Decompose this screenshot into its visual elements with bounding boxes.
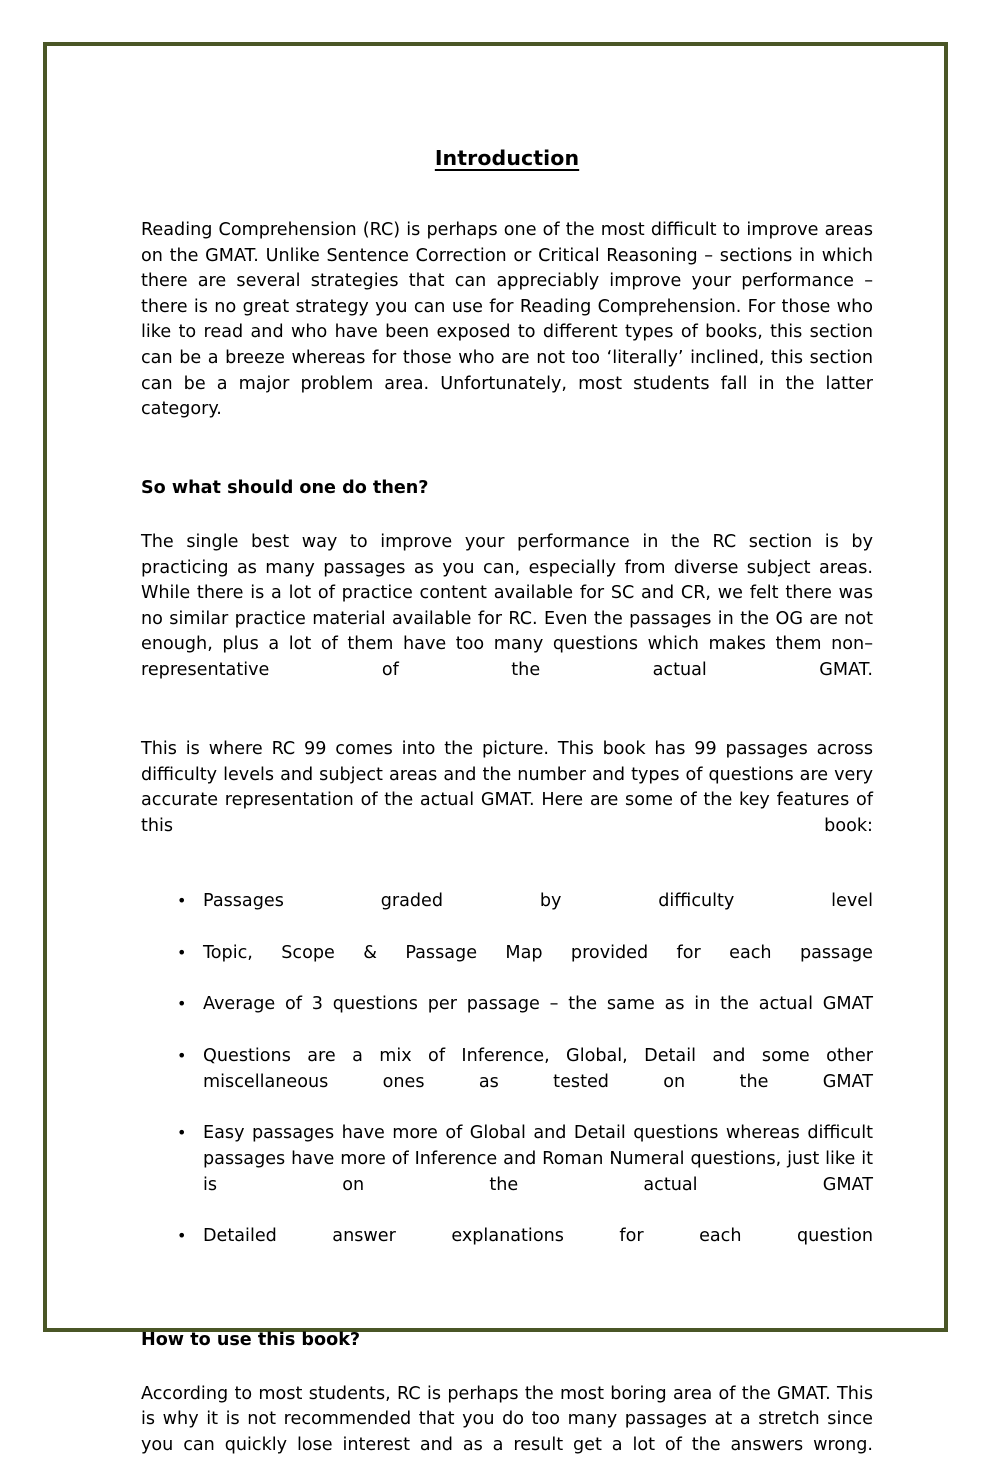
- spacer: [141, 448, 873, 476]
- document-content: [141, 0, 873, 1484]
- list-item-label: • Topic, Scope & Passage Map provided for each passage: [203, 942, 873, 963]
- spacer: [141, 865, 873, 889]
- spacer: [141, 502, 873, 530]
- page-title: Introduction: [434, 146, 580, 170]
- paragraph-practice: The single best way to improve your performance in the RC section is by practicing as many passages as you can, especially from diverse subject areas. While there is a lot of practice content available for SC and CR, we felt there was no similar practice material available for RC. Even the passages in the OG are not enough, plus a lot of them have too many questions which makes them non–representative of the actual GMAT.: [141, 531, 873, 680]
- list-item: [141, 1044, 873, 1121]
- paragraph-intro: Reading Comprehension (RC) is perhaps one of the most difficult to improve areas on the GMAT. Unlike Sentence Correction or Critical Reasoning – sections in which there are several strategies that can appreciably improve your performance – there is no great strategy you can use for Reading Comprehension. For those who like to read and who have been exposed to different types of books, this section can be a breeze whereas for those who are not too ‘literally’ inclined, this section can be a major problem area. Unfortunately, most students fall in the latter category.: [141, 220, 873, 420]
- list-item-label: • Average of 3 questions per passage – the same as in the actual GMAT: [203, 994, 873, 1015]
- list-item-label: • Easy passages have more of Global and Detail questions whereas difficult passages have more of Inference and Roman Numeral questions, just like it is on the actual GMAT: [203, 1123, 873, 1195]
- list-item: [141, 1121, 873, 1224]
- list-item: [141, 941, 873, 993]
- list-item-label: • Detailed answer explanations for each question: [203, 1226, 873, 1247]
- spacer: [141, 1276, 873, 1328]
- heading-what-to-do: So what should one do then?: [141, 478, 429, 499]
- heading-how-to-use: How to use this book?: [141, 1330, 361, 1351]
- list-item: [141, 889, 873, 941]
- list-item-label: • Questions are a mix of Inference, Global, Detail and some other miscellaneous ones as tested on the GMAT: [203, 1045, 873, 1092]
- paragraph-boring: According to most students, RC is perhaps the most boring area of the GMAT. This is why it is not recommended that you do too many passages at a stretch since you can quickly lose interest and as a result get a lot of the answers wrong.: [141, 1383, 873, 1455]
- spacer: [141, 1354, 873, 1382]
- spacer: [141, 709, 873, 737]
- list-item: [141, 1224, 873, 1276]
- list-item: [141, 992, 873, 1044]
- paragraph-rc99: This is where RC 99 comes into the picture. This book has 99 passages across difficulty levels and subject areas and the number and types of questions are very accurate representation of the actual GMAT. Here are some of the key features of this book:: [141, 739, 873, 836]
- list-item-label: • Passages graded by difficulty level: [203, 891, 873, 912]
- feature-list: [141, 889, 873, 1276]
